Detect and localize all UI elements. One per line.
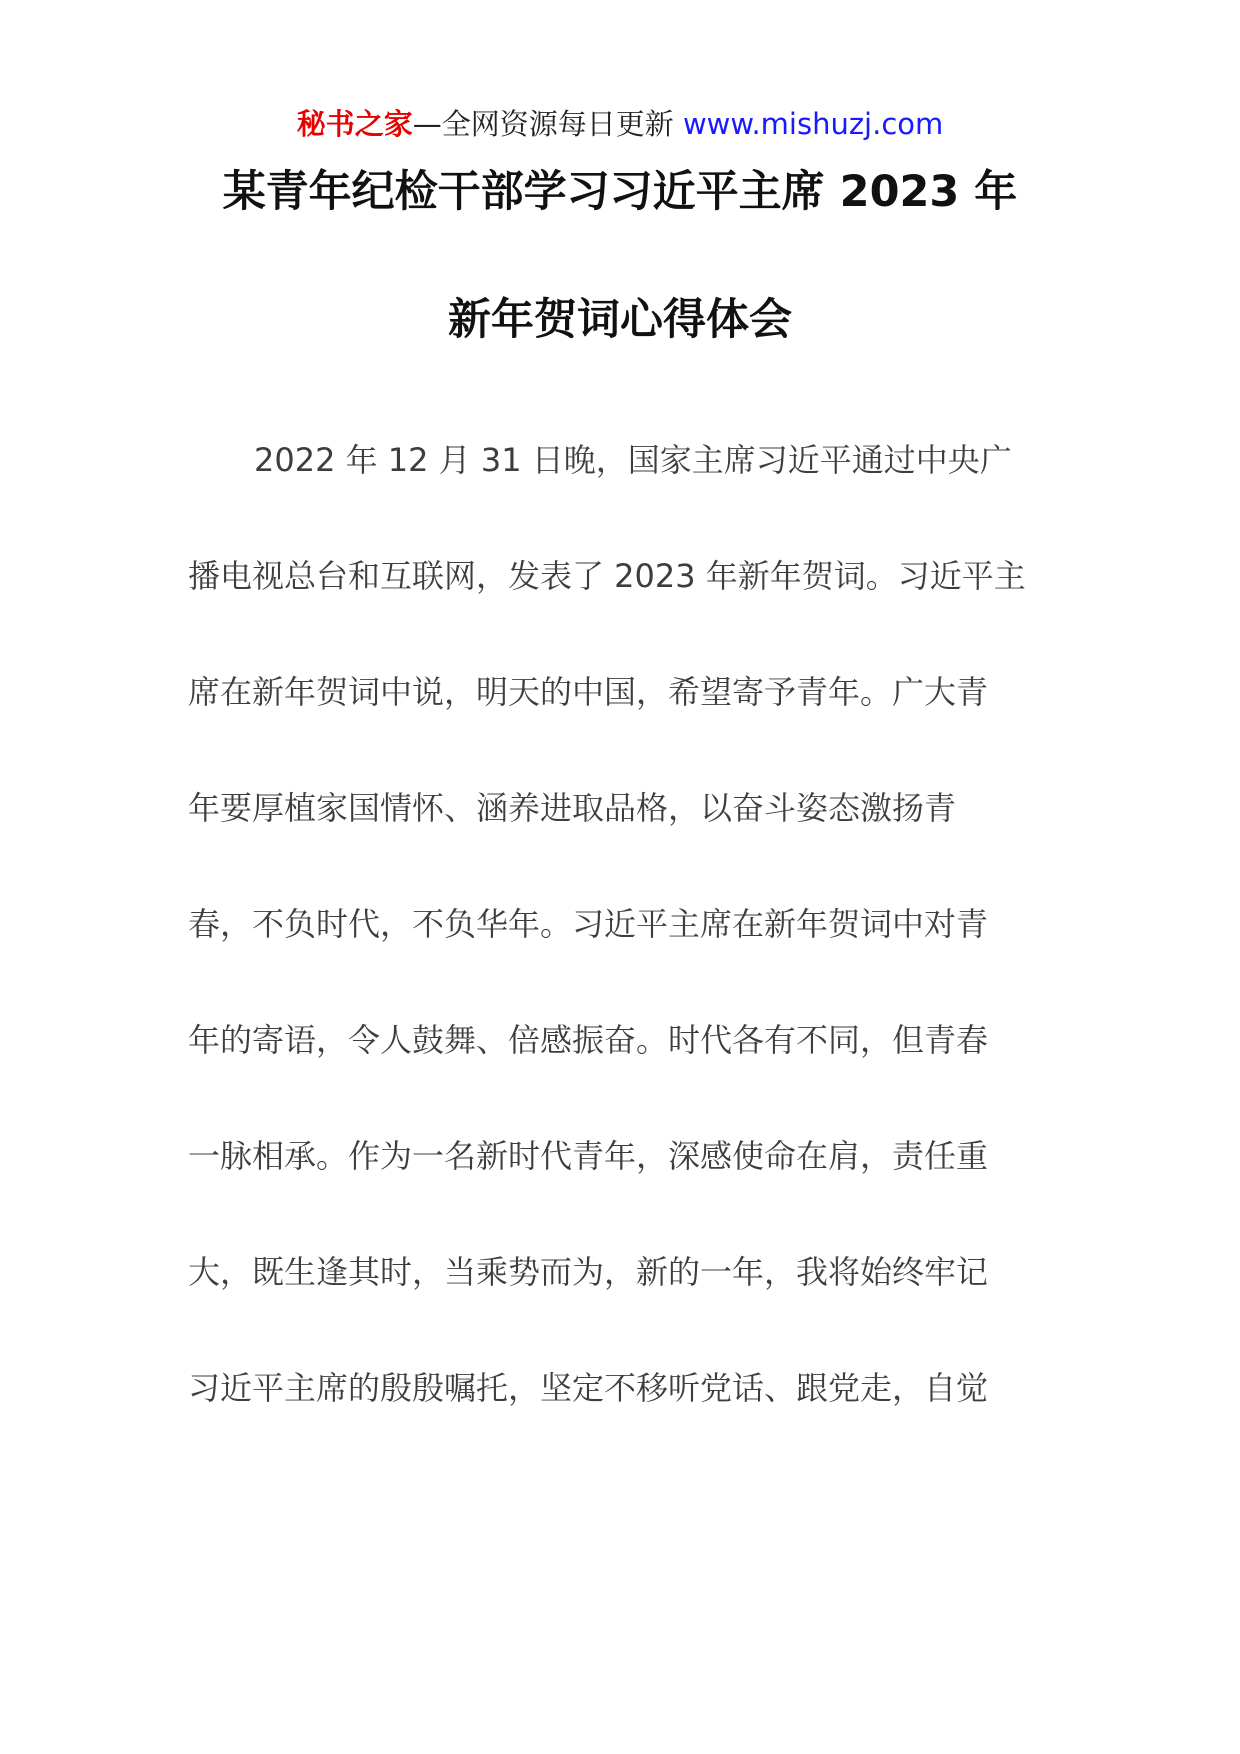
body-line-2: 播电视总台和互联网，发表了 2023 年新年贺词。习近平主 bbox=[188, 557, 1026, 595]
body-line-4: 年要厚植家国情怀、涵养进取品格，以奋斗姿态激扬青 bbox=[188, 789, 957, 827]
document-title-line-1: 某青年纪检干部学习习近平主席 2023 年 bbox=[222, 167, 1018, 217]
body-line-9: 习近平主席的殷殷嘱托，坚定不移听党话、跟党走，自觉 bbox=[188, 1369, 989, 1407]
body-line-8: 大，既生逢其时，当乘势而为，新的一年，我将始终牢记 bbox=[188, 1253, 989, 1291]
body-line-1: 2022 年 12 月 31 日晚，国家主席习近平通过中央广 bbox=[254, 441, 1012, 479]
body-line-3: 席在新年贺词中说，明天的中国，希望寄予青年。广大青 bbox=[188, 673, 989, 711]
site-url-link[interactable]: www.mishuzj.com bbox=[682, 107, 944, 141]
site-tagline: —全网资源每日更新 bbox=[412, 107, 683, 141]
brand-name: 秘书之家 bbox=[296, 107, 413, 141]
body-line-5: 春，不负时代，不负华年。习近平主席在新年贺词中对青 bbox=[188, 905, 989, 943]
site-header bbox=[0, 104, 1240, 144]
document-title-line-2: 新年贺词心得体会 bbox=[448, 295, 792, 345]
body-line-6: 年的寄语，令人鼓舞、倍感振奋。时代各有不同，但青春 bbox=[188, 1021, 989, 1059]
body-line-7: 一脉相承。作为一名新时代青年，深感使命在肩，责任重 bbox=[188, 1137, 989, 1175]
